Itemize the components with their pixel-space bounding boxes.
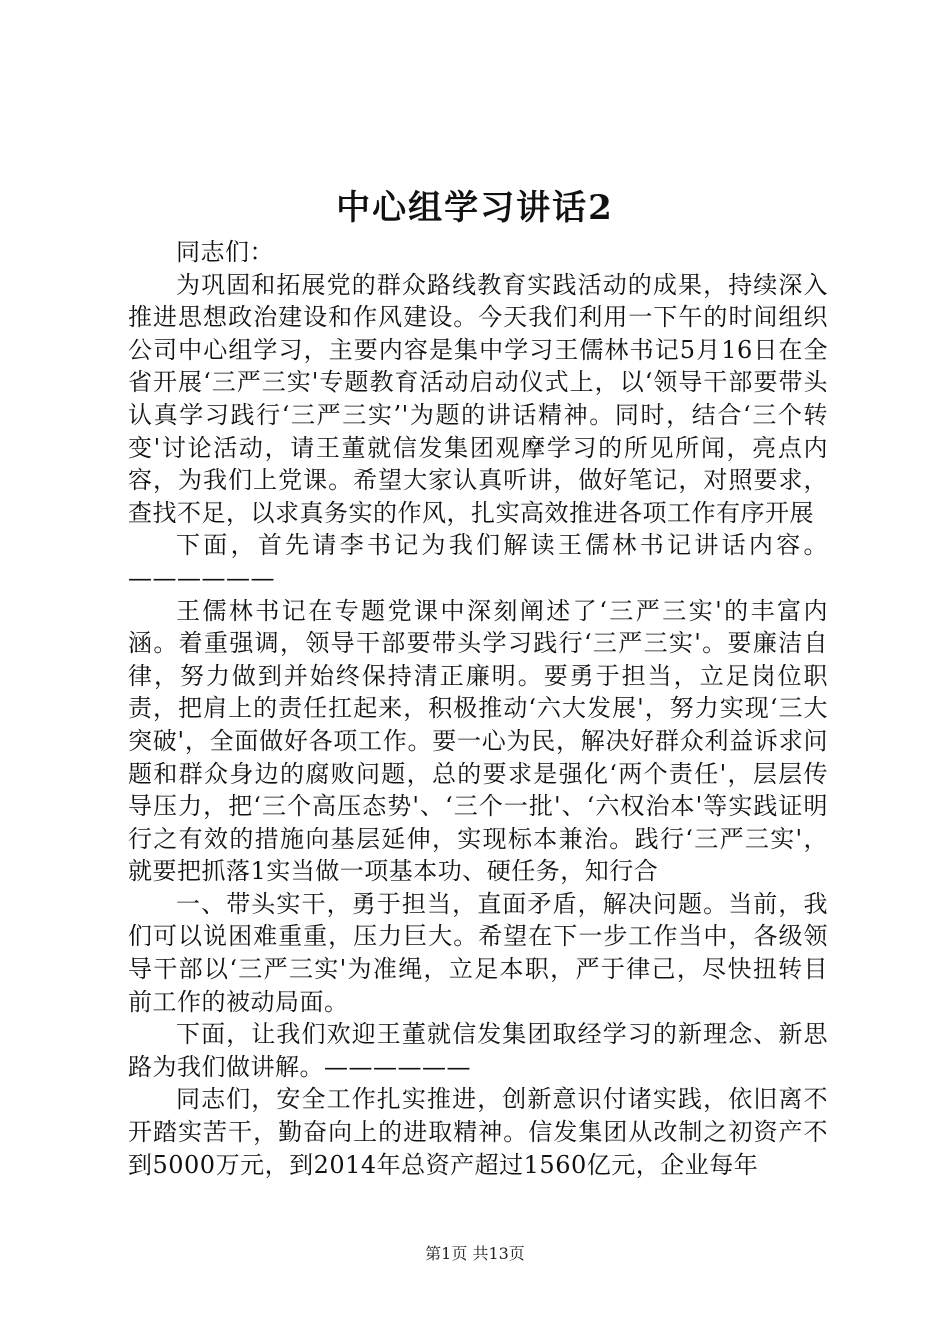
body-paragraph: 王儒林书记在专题党课中深刻阐述了‘三严三实'的丰富内涵。着重强调，领导干部要带头学习践行‘三严三实'。要廉洁自律，努力做到并始终保持清正廉明。要勇于担当，立足岗位职责，把肩上的责任扛起来，积极推动‘六大发展'，努力实现‘三大突破'，全面做好各项工作。要一心为民，解决好群众利益诉求问题和群众身边的腐败问题，总的要求是强化‘两个责任'，层层传导压力，把‘三个高压态势'、‘三个一批'、‘六权治本'等实践证明行之有效的措施向基层延伸，实现标本兼治。践行‘三严三实'，就要把抓落1实当做一项基本功、硬任务，知行合: [128, 596, 828, 886]
body-paragraph: 同志们，安全工作扎实推进，创新意识付诸实践，依旧离不开踏实苦干，勤奋向上的进取精神。信发集团从改制之初资产不到5000万元，到2014年总资产超过1560亿元，企业每年: [128, 1085, 828, 1179]
body-paragraph: 为巩固和拓展党的群众路线教育实践活动的成果，持续深入推进思想政治建设和作风建设。今天我们利用一下午的时间组织公司中心组学习，主要内容是集中学习王儒林书记5月16日在全省开展‘三严三实'专题教育活动启动仪式上，以‘领导干部要带头认真学习践行‘三严三实’'为题的讲话精神。同时，结合‘三个转变'讨论活动，请王董就信发集团观摩学习的所见所闻，亮点内容，为我们上党课。希望大家认真听讲，做好笔记，对照要求，查找不足，以求真务实的作风，扎实高效推进各项工作有序开展: [128, 270, 828, 527]
body-paragraph: 下面，首先请李书记为我们解读王儒林书记讲话内容。——————: [128, 531, 828, 592]
document-body: [128, 236, 828, 1181]
page-number-footer: 第1页 共13页: [425, 1244, 525, 1263]
salutation-paragraph: 同志们：: [176, 238, 274, 266]
body-paragraph: 一、带头实干，勇于担当，直面矛盾，解决问题。当前，我们可以说困难重重，压力巨大。希望在下一步工作当中，各级领导干部以‘三严三实'为准绳，立足本职，严于律己，尽快扭转目前工作的被动局面。: [128, 889, 828, 1016]
body-paragraph: 下面，让我们欢迎王董就信发集团取经学习的新理念、新思路为我们做讲解。——————: [128, 1020, 828, 1081]
document-title: 中心组学习讲话2: [336, 188, 614, 228]
